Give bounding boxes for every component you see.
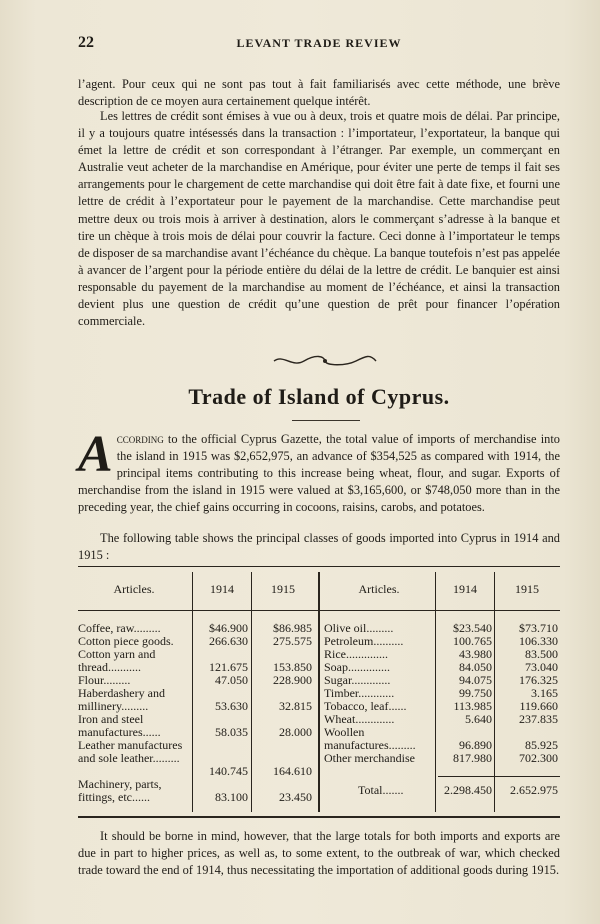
table-cell: 85.925 — [525, 738, 558, 752]
paragraph-letters-of-credit: Les lettres de crédit sont émises à vue ou à deux, trois et quatre mois de délai. Par principe, il y a toujours quatre intésessés dans la transaction : l’importateur, l’exportateur, la banque qui émet la lettre de crédit et son correspondant à l’étranger. Par exemple, un commerçant en Australie veut acheter de la marchandise en Amérique, pour éviter une perte de temps il fait ses arrangements pour le chargement de cette marchandise qui doit être fait à date fixe, et fourni une lettre de crédit à l’exportateur pour le payement de la marchandise. Cette marchandise peut mettre deux ou trois mois à arriver à destination, alors le commerçant s’adresse à la banque et tire un chèque à trois mois de délai pour couvrir la facture. Ceci donne à l’importateur le temps de disposer de sa marchandise avant l’échéance du chèque. La banque toutefois n’est pas appelée à avancer de l’argent pour la période entière du délai de la lettre de crédit. Le banquier est ainsi responsable du payement de la marchandise au moment de l’échéance, et ainsi la transaction devient plus une question de crédit qu’une question de prêt pour financer l’opération commerciale. — [78, 109, 560, 329]
table-cell: 96.890 — [459, 738, 492, 752]
table-cell: 100.765 — [453, 634, 492, 648]
table-cell: $73.710 — [519, 621, 558, 635]
article-title: Trade of Island of Cyprus. — [188, 384, 450, 409]
table-row-label: Cotton piece goods. — [78, 634, 174, 648]
table-cell: 106.330 — [519, 634, 558, 648]
table-lead-paragraph: The following table shows the principal classes of goods imported into Cyprus in 1914 and 1915 : — [78, 531, 560, 563]
article-intro — [78, 426, 560, 516]
table-cell: 99.750 — [459, 686, 492, 700]
table-cell: 164.610 — [273, 764, 312, 778]
table-cell: 83.500 — [525, 647, 558, 661]
table-cell: 5.640 — [465, 712, 492, 726]
header-1915-right: 1915 — [515, 582, 539, 596]
title-rule — [292, 420, 360, 421]
table-cell: 23.450 — [279, 790, 312, 804]
table-cell: 43.980 — [459, 647, 492, 661]
table-bottom-rule — [78, 816, 560, 818]
table-top-rule — [78, 566, 560, 567]
table-cell: 47.050 — [215, 673, 248, 687]
table-cell: 275.575 — [273, 634, 312, 648]
header-articles-right: Articles. — [358, 582, 400, 596]
table-cell: 83.100 — [215, 790, 248, 804]
table-cell: 28.000 — [279, 725, 312, 739]
table-row-label: Haberdashery and millinery......... — [78, 686, 165, 713]
table-row-label: Iron and steel manufactures...... — [78, 712, 161, 739]
total-1914: 2.298.450 — [444, 783, 492, 797]
table-cell: 121.675 — [209, 660, 248, 674]
table-cell: 73.040 — [525, 660, 558, 674]
closing-paragraph: It should be borne in mind, however, that the large totals for both imports and exports are due in part to higher prices, as well as, to some extent, to the outbreak of war, which checked trade toward the end of 1914, thus necessitating the importation of additional goods during 1915. — [78, 829, 560, 878]
table-cell: 176.325 — [519, 673, 558, 687]
table-cell: 113.985 — [453, 699, 492, 713]
table-cell: 53.630 — [215, 699, 248, 713]
column-divider — [435, 572, 436, 812]
table-row-label: Other merchandise — [324, 751, 415, 765]
total-label: Total....... — [358, 783, 404, 797]
column-divider — [251, 572, 252, 812]
table-row-label: Rice.............. — [324, 647, 388, 661]
table-row-label: Coffee, raw......... — [78, 621, 161, 635]
table-row-label: Leather manufactures and sole leather......... — [78, 738, 183, 765]
table-cell: 119.660 — [519, 699, 558, 713]
table-row-label: Tobacco, leaf...... — [324, 699, 407, 713]
table-cell: 237.835 — [519, 712, 558, 726]
imports-table — [78, 566, 560, 822]
header-1915-left: 1915 — [271, 582, 295, 596]
page-header — [78, 34, 560, 54]
intro-text: to the official Cyprus Gazette, the total value of imports of merchandise into the island in 1915 was $2,652,975, an advance of $354,525 as compared with 1914, the principal items contributing to this increase being wheat, flour, and sugar. Exports of merchandise from the island in 1915 were valued at $3,165,600, or $748,050 more than in the preceding year, the chief gains occurring in cocoons, raisins, carobs, and potatoes. — [78, 432, 560, 515]
table-cell: $86.985 — [273, 621, 312, 635]
table-row-label: Petroleum.......... — [324, 634, 404, 648]
flourish-ornament — [270, 352, 380, 370]
header-articles-left: Articles. — [113, 582, 155, 596]
running-title: LEVANT TRADE REVIEW — [236, 36, 402, 50]
lead-word: ccording — [116, 432, 164, 446]
drop-cap: A — [78, 426, 113, 483]
table-cell: 84.050 — [459, 660, 492, 674]
total-1915: 2.652.975 — [510, 783, 558, 797]
table-cell: 140.745 — [209, 764, 248, 778]
paragraph-continuation: l’agent. Pour ceux qui ne sont pas tout à fait familiarisés avec cette méthode, une brève description de ce moyen aura certainement quelque intérêt. — [78, 77, 560, 109]
table-cell: $46.900 — [209, 621, 248, 635]
table-row-label: Timber............ — [324, 686, 395, 700]
table-cell: 32.815 — [279, 699, 312, 713]
table-row-label: Wheat............. — [324, 712, 395, 726]
table-cell: $23.540 — [453, 621, 492, 635]
table-cell: 817.980 — [453, 751, 492, 765]
table-row-label: Soap.............. — [324, 660, 390, 674]
table-row-label: Woollen manufactures......... — [324, 725, 416, 752]
table-row-label: Flour......... — [78, 673, 131, 687]
center-divider — [318, 572, 320, 812]
table-cell: 3.165 — [531, 686, 558, 700]
table-row-label: Olive oil......... — [324, 621, 394, 635]
page-number: 22 — [78, 34, 94, 51]
table-row-label: Sugar............. — [324, 673, 391, 687]
table-cell: 153.850 — [273, 660, 312, 674]
table-cell: 94.075 — [459, 673, 492, 687]
column-divider — [192, 572, 193, 812]
table-cell: 702.300 — [519, 751, 558, 765]
table-cell: 58.035 — [215, 725, 248, 739]
table-cell: 266.630 — [209, 634, 248, 648]
header-1914-right: 1914 — [453, 582, 477, 596]
table-row-label: Machinery, parts, fittings, etc...... — [78, 777, 162, 804]
table-row-label: Cotton yarn and thread........... — [78, 647, 156, 674]
header-1914-left: 1914 — [210, 582, 234, 596]
total-rule — [438, 776, 560, 777]
table-cell: 228.900 — [273, 673, 312, 687]
